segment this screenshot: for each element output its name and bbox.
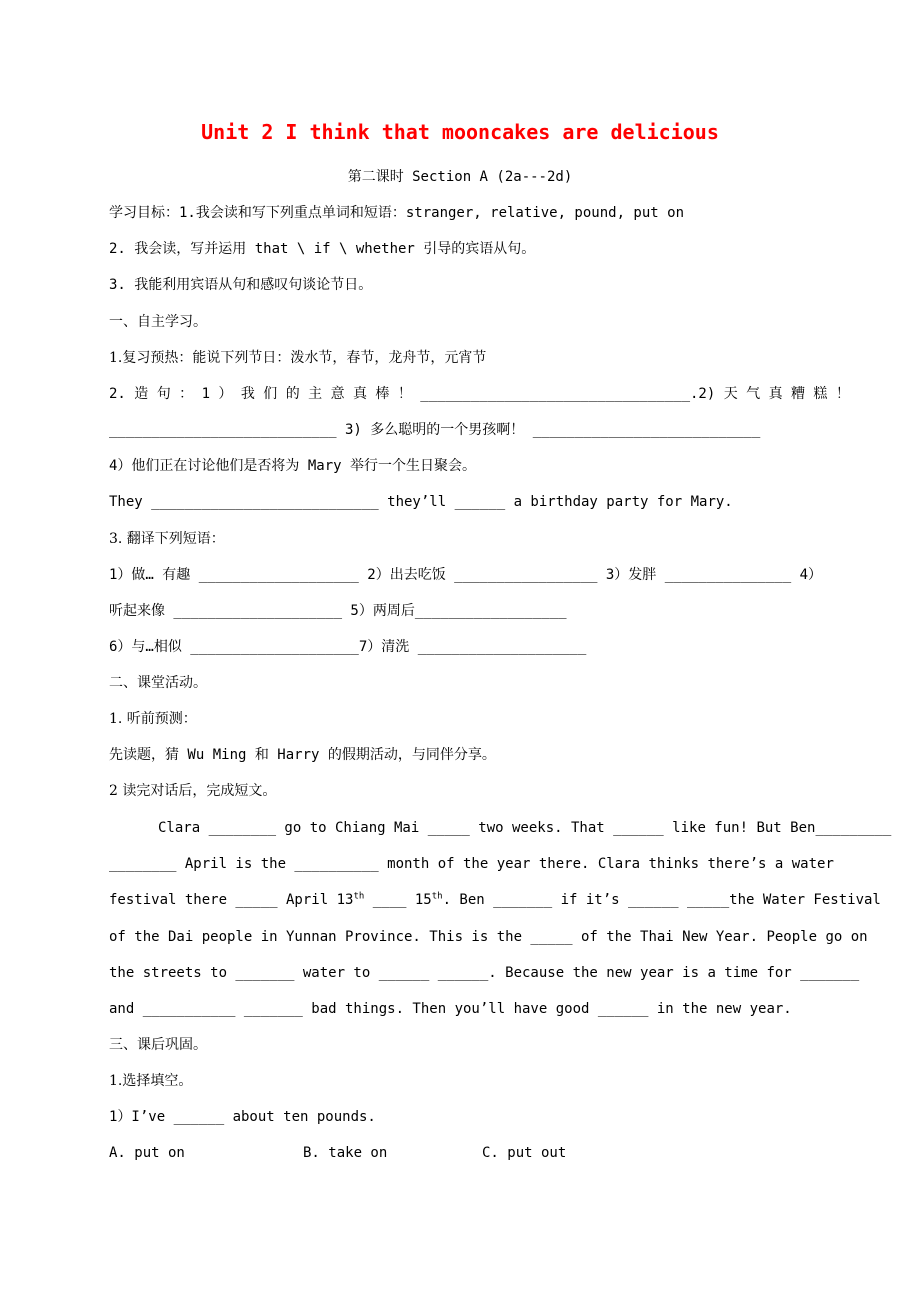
section-heading-self-study: 一、自主学习。 (109, 314, 207, 330)
reading-task: 2 读完对话后，完成短文。 (109, 783, 277, 799)
pre-listening-task: 先读题，猜 Wu Ming 和 Harry 的假期活动，与同伴分享。 (109, 747, 496, 763)
translate-heading: 3. 翻译下列短语： (109, 531, 225, 547)
passage-line-2: ________ April is the __________ month of the year there. Clara thinks there’s a water (109, 856, 834, 872)
document-title: Unit 2 I think that mooncakes are delicious (201, 120, 719, 144)
section-heading-consolidation: 三、课后巩固。 (109, 1037, 207, 1053)
option-a: A. put on (109, 1145, 185, 1161)
translate-line-1: 1）做… 有趣 ___________________ 2）出去吃饭 _________________ 3）发胖 _______________ 4） (109, 567, 823, 583)
translate-line-3: 6）与…相似 ____________________7）清洗 ____________________ (109, 639, 587, 655)
sentence-making-line-2: ___________________________ 3) 多么聪明的一个男孩啊！ ___________________________ (109, 422, 761, 438)
option-c: C. put out (482, 1145, 567, 1161)
review-festivals: 1.复习预热：能说下列节日：泼水节，春节，龙舟节，元宵节 (109, 350, 487, 366)
passage-line-6: and ___________ _______ bad things. Then you’ll have good ______ in the new year. (109, 1001, 792, 1017)
sentence-making-line-1: 2. 造 句 ： 1 ） 我 们 的 主 意 真 棒 ！ ________________________________.2) 天 气 真 糟 糕 ！ (109, 386, 850, 402)
passage-line-4: of the Dai people in Yunnan Province. This is the _____ of the Thai New Year. People go on (109, 929, 868, 945)
sentence-making-line-4: They ___________________________ they’ll ______ a birthday party for Mary. (109, 494, 733, 510)
multiple-choice-heading: 1.选择填空。 (109, 1073, 193, 1089)
passage-line-3: festival there _____ April 13th ____ 15th. Ben _______ if it’s ______ _____the Water Festival (109, 891, 881, 908)
question-1: 1）I’ve ______ about ten pounds. (109, 1109, 376, 1125)
pre-listening: 1. 听前预测： (109, 711, 197, 727)
sentence-making-line-3: 4）他们正在讨论他们是否将为 Mary 举行一个生日聚会。 (109, 458, 476, 474)
section-heading-class-activity: 二、课堂活动。 (109, 675, 207, 691)
learning-goal-2: 2. 我会读，写并运用 that \ if \ whether 引导的宾语从句。 (109, 241, 536, 257)
passage-line-5: the streets to _______ water to ______ ______. Because the new year is a time for _______ (109, 965, 860, 981)
passage-line-1: Clara ________ go to Chiang Mai _____ two weeks. That ______ like fun! But Ben_________ (158, 820, 892, 836)
learning-goal-3: 3. 我能利用宾语从句和感叹句谈论节日。 (109, 277, 373, 293)
lesson-subtitle: 第二课时 Section A (2a---2d) (347, 169, 573, 185)
translate-line-2: 听起来像 ____________________ 5）两周后__________________ (109, 603, 567, 619)
option-b: B. take on (303, 1145, 388, 1161)
learning-goal-1: 学习目标：1.我会读和写下列重点单词和短语：stranger, relative, pound, put on (109, 205, 685, 221)
